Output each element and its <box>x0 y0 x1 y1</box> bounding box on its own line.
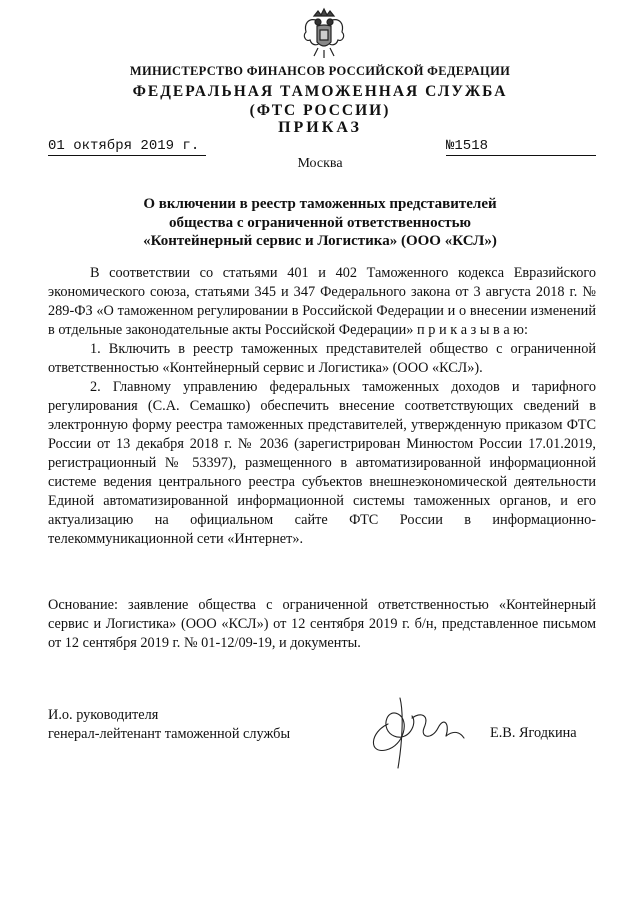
service-name <box>0 82 640 120</box>
service-name-line2: (ФТС РОССИИ) <box>249 102 391 119</box>
document-type: ПРИКАЗ <box>278 119 362 136</box>
signer-name: Е.В. Ягодкина <box>490 725 577 741</box>
order-body <box>48 264 596 549</box>
coat-of-arms-icon <box>300 6 348 62</box>
city: Москва <box>297 156 343 171</box>
signer-position <box>48 706 290 744</box>
order-title-line3: «Контейнерный сервис и Логистика» (ООО «КСЛ») <box>143 233 497 249</box>
ministry-name: МИНИСТЕРСТВО ФИНАНСОВ РОССИЙСКОЙ ФЕДЕРАЦИИ <box>129 64 511 78</box>
basis-text: Основание: заявление общества с ограниченной ответственностью «Контейнерный сервис и Логистика» (ООО «КСЛ») от 12 сентября 2019 г. б/н, представленное письмом от 12 сентября 2019 г. № 01-12/09-19, и документы. <box>48 597 596 651</box>
signature-icon <box>360 684 470 774</box>
order-title <box>60 195 580 251</box>
order-title-line1: О включении в реестр таможенных представителей <box>143 196 497 212</box>
service-name-line1: ФЕДЕРАЛЬНАЯ ТАМОЖЕННАЯ СЛУЖБА <box>132 83 508 100</box>
order-date: 01 октября 2019 г. <box>48 138 206 156</box>
basis-paragraph <box>48 596 596 653</box>
order-number: №1518 <box>446 138 596 156</box>
item-2-paragraph: 2. Главному управлению федеральных таможенных доходов и тарифного регулирования (С.А. Семашко) обеспечить внесение соответствующих сведений в электронную форму реестра таможенных представителей, утвержденную приказом ФТС России от 13 декабря 2018 г. № 2036 (зарегистрирован Минюстом России 17.01.2019, регистрационный № 53397), размещенного в автоматизированной информационной системе ведения центрального реестра субъектов внешнеэкономической деятельности Единой автоматизированной информационной системы таможенных органов, и его актуализацию на официальном сайте ФТС России в информационно-телекоммуникационной сети «Интернет». <box>48 379 596 547</box>
preamble-paragraph: В соответствии со статьями 401 и 402 Таможенного кодекса Евразийского экономического союза, статьями 345 и 347 Федерального закона от 3 августа 2018 г. № 289-ФЗ «О таможенном регулировании в Российской Федерации и о внесении изменений в отдельные законодательные акты Российской Федерации» п р и к а з ы в а ю: <box>48 265 596 338</box>
item-1-paragraph: 1. Включить в реестр таможенных представителей общество с ограниченной ответственностью «Контейнерный сервис и Логистика» (ООО «КСЛ»). <box>48 341 596 376</box>
signer-position-line2: генерал-лейтенант таможенной службы <box>48 726 291 742</box>
order-title-line2: общества с ограниченной ответственностью <box>169 214 471 231</box>
signer-position-line1: И.о. руководителя <box>48 707 159 723</box>
